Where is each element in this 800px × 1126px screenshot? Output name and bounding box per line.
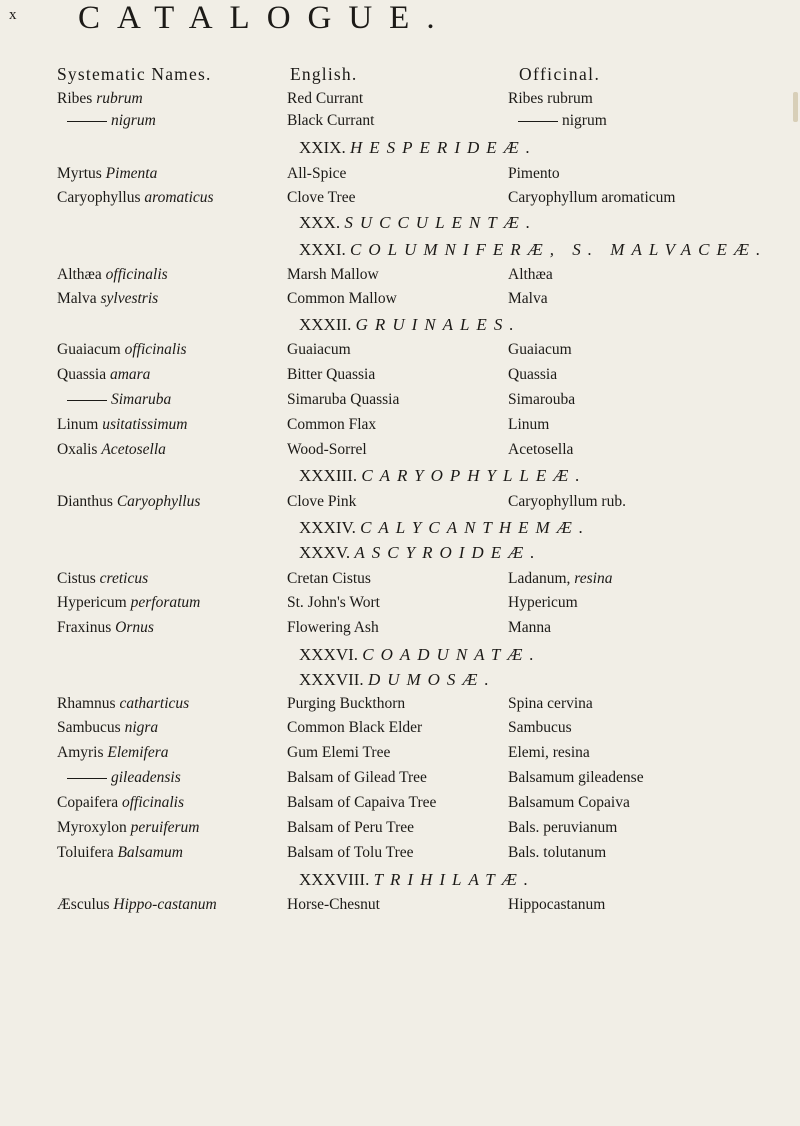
officinal-name: [508, 493, 626, 511]
officinal-name: [508, 416, 549, 434]
genus-name: Myroxylon: [57, 819, 127, 836]
systematic-name: [57, 189, 214, 207]
order-number: XXXII.: [299, 315, 352, 334]
officinal-name: [508, 819, 617, 837]
english-name: Balsam of Capaiva Tree: [287, 794, 437, 811]
order-name: COADUNATÆ.: [362, 645, 541, 664]
officinal-text: Simarouba: [508, 391, 576, 408]
officinal-name: [508, 744, 590, 762]
english-name: Clove Pink: [287, 493, 357, 510]
systematic-name: [57, 570, 148, 588]
order-name: HESPERIDEÆ.: [350, 138, 538, 157]
genus-name: Malva: [57, 290, 97, 307]
english-name: Flowering Ash: [287, 619, 379, 636]
english-name: Bitter Quassia: [287, 366, 376, 383]
table-row: [0, 619, 800, 643]
english-name: Common Mallow: [287, 290, 397, 307]
officinal-text: Althæa: [508, 266, 553, 283]
order-heading: [299, 870, 535, 890]
systematic-name: [57, 90, 143, 108]
genus-name: Ribes: [57, 90, 93, 107]
officinal-text: Manna: [508, 619, 552, 636]
systematic-name: [57, 719, 158, 737]
systematic-name: [57, 493, 200, 511]
officinal-text: Quassia: [508, 366, 558, 383]
english-name: Purging Buckthorn: [287, 695, 406, 712]
genus-name: Caryophyllus: [57, 189, 141, 206]
table-row: [0, 90, 800, 114]
officinal-name: [508, 844, 606, 862]
order-heading: [299, 670, 496, 690]
genus-name: Guaiacum: [57, 341, 121, 358]
officinal-text: Malva: [508, 290, 548, 307]
officinal-name: [508, 90, 593, 108]
species-name: catharticus: [119, 695, 190, 712]
officinal-name: [508, 189, 675, 207]
genus-name: Hypericum: [57, 594, 127, 611]
officinal-italic: resina: [574, 570, 613, 587]
species-name: officinalis: [124, 341, 187, 358]
genus-name: Copaifera: [57, 794, 119, 811]
order-number: XXXVII.: [299, 670, 364, 689]
order-heading: [299, 543, 541, 563]
genus-name: Amyris: [57, 744, 104, 761]
systematic-name: [57, 769, 181, 787]
header-officinal: Officinal.: [519, 64, 601, 84]
officinal-text: Linum: [508, 416, 550, 433]
english-name: Clove Tree: [287, 189, 356, 206]
officinal-text: Ladanum,: [508, 570, 571, 587]
systematic-name: [57, 619, 154, 637]
order-name: CARYOPHYLLEÆ.: [361, 466, 587, 485]
table-row: [0, 844, 800, 868]
order-number: XXXV.: [299, 543, 351, 562]
english-name: Gum Elemi Tree: [287, 744, 391, 761]
officinal-text: Spina cervina: [508, 695, 593, 712]
order-number: XXXVI.: [299, 645, 359, 664]
english-name: All-Spice: [287, 165, 347, 182]
officinal-name: [508, 112, 607, 130]
species-name: nigra: [124, 719, 159, 736]
genus-name: Cistus: [57, 570, 96, 587]
species-name: Balsamum: [117, 844, 183, 861]
english-name: Wood-Sorrel: [287, 441, 367, 458]
english-name: Cretan Cistus: [287, 570, 371, 587]
order-heading: [299, 518, 590, 538]
species-name: amara: [109, 366, 151, 383]
table-row: [0, 366, 800, 390]
ditto-dash: [67, 778, 107, 779]
table-row: [0, 391, 800, 415]
officinal-name: [508, 290, 548, 308]
english-name: Balsam of Tolu Tree: [287, 844, 414, 861]
species-name: peruiferum: [130, 819, 200, 836]
genus-name: Toluifera: [57, 844, 114, 861]
systematic-name: [57, 695, 189, 713]
order-heading: [299, 315, 521, 335]
table-row: [0, 493, 800, 517]
species-name: Pimenta: [105, 165, 158, 182]
english-name: Red Currant: [287, 90, 364, 107]
table-row: [0, 594, 800, 618]
officinal-name: [508, 896, 605, 914]
order-heading: [299, 645, 541, 665]
species-name: creticus: [99, 570, 149, 587]
officinal-text: Acetosella: [508, 441, 574, 458]
systematic-name: [57, 594, 200, 612]
systematic-name: [57, 441, 166, 459]
english-name: Common Black Elder: [287, 719, 423, 736]
species-name: Ornus: [115, 619, 154, 636]
ditto-dash: [518, 121, 558, 122]
species-name: officinalis: [121, 794, 184, 811]
table-row: [0, 794, 800, 818]
table-row: [0, 570, 800, 594]
genus-name: Quassia: [57, 366, 107, 383]
species-name: Caryophyllus: [116, 493, 201, 510]
officinal-text: nigrum: [562, 112, 607, 129]
order-number: XXXIV.: [299, 518, 356, 537]
systematic-name: [57, 290, 158, 308]
officinal-text: Bals. peruvianum: [508, 819, 618, 836]
order-name: COLUMNIFERÆ, S. MALVACEÆ.: [350, 240, 768, 259]
order-number: XXXI.: [299, 240, 346, 259]
genus-name: Althæa: [57, 266, 102, 283]
systematic-name: [57, 391, 171, 409]
genus-name: Fraxinus: [57, 619, 112, 636]
systematic-name: [57, 794, 184, 812]
officinal-text: Caryophyllum aromaticum: [508, 189, 676, 206]
order-heading: [299, 466, 587, 486]
ditto-dash: [67, 121, 107, 122]
table-row: [0, 819, 800, 843]
species-name: Elemifera: [107, 744, 169, 761]
officinal-name: [508, 695, 593, 713]
english-name: Common Flax: [287, 416, 377, 433]
officinal-name: [508, 165, 560, 183]
table-row: [0, 341, 800, 365]
species-name: Hippo-castanum: [113, 896, 217, 913]
english-name: St. John's Wort: [287, 594, 380, 611]
systematic-name: [57, 366, 150, 384]
genus-name: Rhamnus: [57, 695, 116, 712]
table-row: [0, 112, 800, 136]
table-row: [0, 769, 800, 793]
english-name: Guaiacum: [287, 341, 351, 358]
english-name: Marsh Mallow: [287, 266, 379, 283]
officinal-text: Guaiacum: [508, 341, 572, 358]
species-name: perforatum: [130, 594, 201, 611]
order-heading: [299, 213, 537, 233]
english-name: Balsam of Gilead Tree: [287, 769, 427, 786]
officinal-text: Hippocastanum: [508, 896, 606, 913]
systematic-name: [57, 341, 187, 359]
page-mark: x: [9, 7, 17, 23]
officinal-text: Balsamum Copaiva: [508, 794, 630, 811]
order-number: XXX.: [299, 213, 341, 232]
systematic-name: [57, 266, 168, 284]
table-row: [0, 719, 800, 743]
species-name: sylvestris: [100, 290, 159, 307]
systematic-name: [57, 112, 156, 130]
officinal-name: [508, 719, 572, 737]
officinal-name: [508, 570, 612, 588]
officinal-name: [508, 266, 553, 284]
table-row: [0, 189, 800, 213]
systematic-name: [57, 416, 187, 434]
table-row: [0, 165, 800, 189]
officinal-name: [508, 366, 557, 384]
officinal-name: [508, 441, 573, 459]
systematic-name: [57, 744, 169, 762]
genus-name: Myrtus: [57, 165, 102, 182]
english-name: Horse-Chesnut: [287, 896, 380, 913]
species-name: officinalis: [105, 266, 168, 283]
genus-name: Oxalis: [57, 441, 98, 458]
officinal-text: Caryophyllum rub.: [508, 493, 626, 510]
genus-name: Linum: [57, 416, 99, 433]
officinal-text: Balsamum gileadense: [508, 769, 644, 786]
header-english: English.: [290, 64, 358, 84]
order-name: GRUINALES.: [355, 315, 521, 334]
species-name: Simaruba: [111, 391, 172, 408]
order-heading: [299, 138, 537, 158]
officinal-text: Bals. tolutanum: [508, 844, 607, 861]
officinal-name: [508, 341, 572, 359]
officinal-name: [508, 391, 575, 409]
order-name: CALYCANTHEMÆ.: [360, 518, 591, 537]
header-systematic-names: Systematic Names.: [57, 64, 212, 84]
order-number: XXXIII.: [299, 466, 358, 485]
officinal-text: Sambucus: [508, 719, 572, 736]
genus-name: Sambucus: [57, 719, 121, 736]
table-row: [0, 416, 800, 440]
genus-name: Dianthus: [57, 493, 113, 510]
table-row: [0, 441, 800, 465]
officinal-text: Hypericum: [508, 594, 578, 611]
systematic-name: [57, 819, 200, 837]
order-heading: [299, 240, 767, 260]
officinal-name: [508, 594, 578, 612]
officinal-name: [508, 619, 551, 637]
species-name: gileadensis: [111, 769, 181, 786]
order-number: XXIX.: [299, 138, 346, 157]
order-name: DUMOSÆ.: [367, 670, 496, 689]
systematic-name: [57, 165, 157, 183]
order-number: XXXVIII.: [299, 870, 370, 889]
order-name: ASCYROIDEÆ.: [354, 543, 542, 562]
officinal-text: Elemi, resina: [508, 744, 590, 761]
officinal-name: [508, 769, 644, 787]
ditto-dash: [67, 400, 107, 401]
table-row: [0, 896, 800, 920]
genus-name: Æsculus: [57, 896, 110, 913]
english-name: Balsam of Peru Tree: [287, 819, 415, 836]
officinal-name: [508, 794, 630, 812]
english-name: Simaruba Quassia: [287, 391, 400, 408]
systematic-name: [57, 844, 183, 862]
order-name: TRIHILATÆ.: [373, 870, 536, 889]
species-name: nigrum: [111, 112, 156, 129]
species-name: rubrum: [96, 90, 143, 107]
officinal-text: Pimento: [508, 165, 560, 182]
species-name: aromaticus: [144, 189, 214, 206]
table-row: [0, 744, 800, 768]
order-name: SUCCULENTÆ.: [344, 213, 538, 232]
officinal-text: Ribes rubrum: [508, 90, 593, 107]
table-row: [0, 695, 800, 719]
systematic-name: [57, 896, 217, 914]
english-name: Black Currant: [287, 112, 375, 129]
species-name: usitatissimum: [102, 416, 188, 433]
table-row: [0, 290, 800, 314]
table-row: [0, 266, 800, 290]
running-head-title: CATALOGUE.: [78, 0, 452, 36]
species-name: Acetosella: [101, 441, 166, 458]
